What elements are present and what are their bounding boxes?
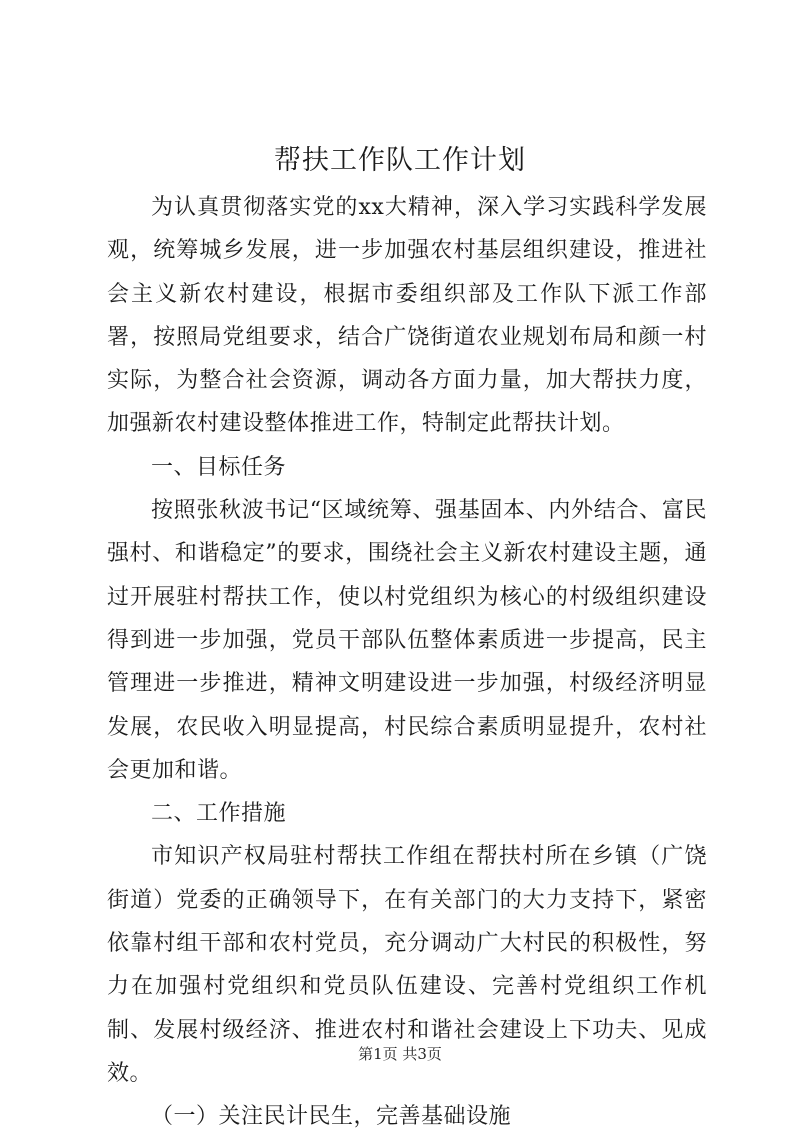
page-footer: 第1页 共3页 bbox=[358, 1045, 442, 1063]
document-title: 帮扶工作队工作计划 bbox=[274, 145, 526, 176]
section-heading-goals: 一、目标任务 bbox=[151, 454, 287, 480]
subsection-heading-1: （一）关注民计民生，完善基础设施 bbox=[151, 1104, 512, 1130]
goals-paragraph: 按照张秋波书记“区域统筹、强基固本、内外结合、富民强村、和谐稳定”的要求，围绕社会主义新农村建设主题，通过开展驻村帮扶工作，使以村党组织为核心的村级组织建设得到进一步加强，党员干部队伍整体素质进一步提高，民主管理进一步推进，精神文明建设进一步加强，村级经济明显发展，农民收入明显提高，村民综合素质明显提升，农村社会更加和谐。 bbox=[107, 498, 707, 783]
measures-paragraph: 市知识产权局驻村帮扶工作组在帮扶村所在乡镇（广饶街道）党委的正确领导下，在有关部门的大力支持下，紧密依靠村组干部和农村党员，充分调动广大村民的积极性，努力在加强村党组织和党员队伍建设、完善村党组织工作机制、发展村级经济、推进农村和谐社会建设上下功夫、见成效。 bbox=[107, 844, 707, 1086]
intro-paragraph: 为认真贯彻落实党的xx大精神，深入学习实践科学发展观，统筹城乡发展，进一步加强农村基层组织建设，推进社会主义新农村建设，根据市委组织部及工作队下派工作部署，按照局党组要求，结合广饶街道农业规划布局和颜一村实际，为整合社会资源，调动各方面力量，加大帮扶力度，加强新农村建设整体推进工作，特制定此帮扶计划。 bbox=[107, 195, 707, 437]
section-heading-measures: 二、工作措施 bbox=[151, 801, 287, 827]
document-body bbox=[107, 186, 707, 1139]
